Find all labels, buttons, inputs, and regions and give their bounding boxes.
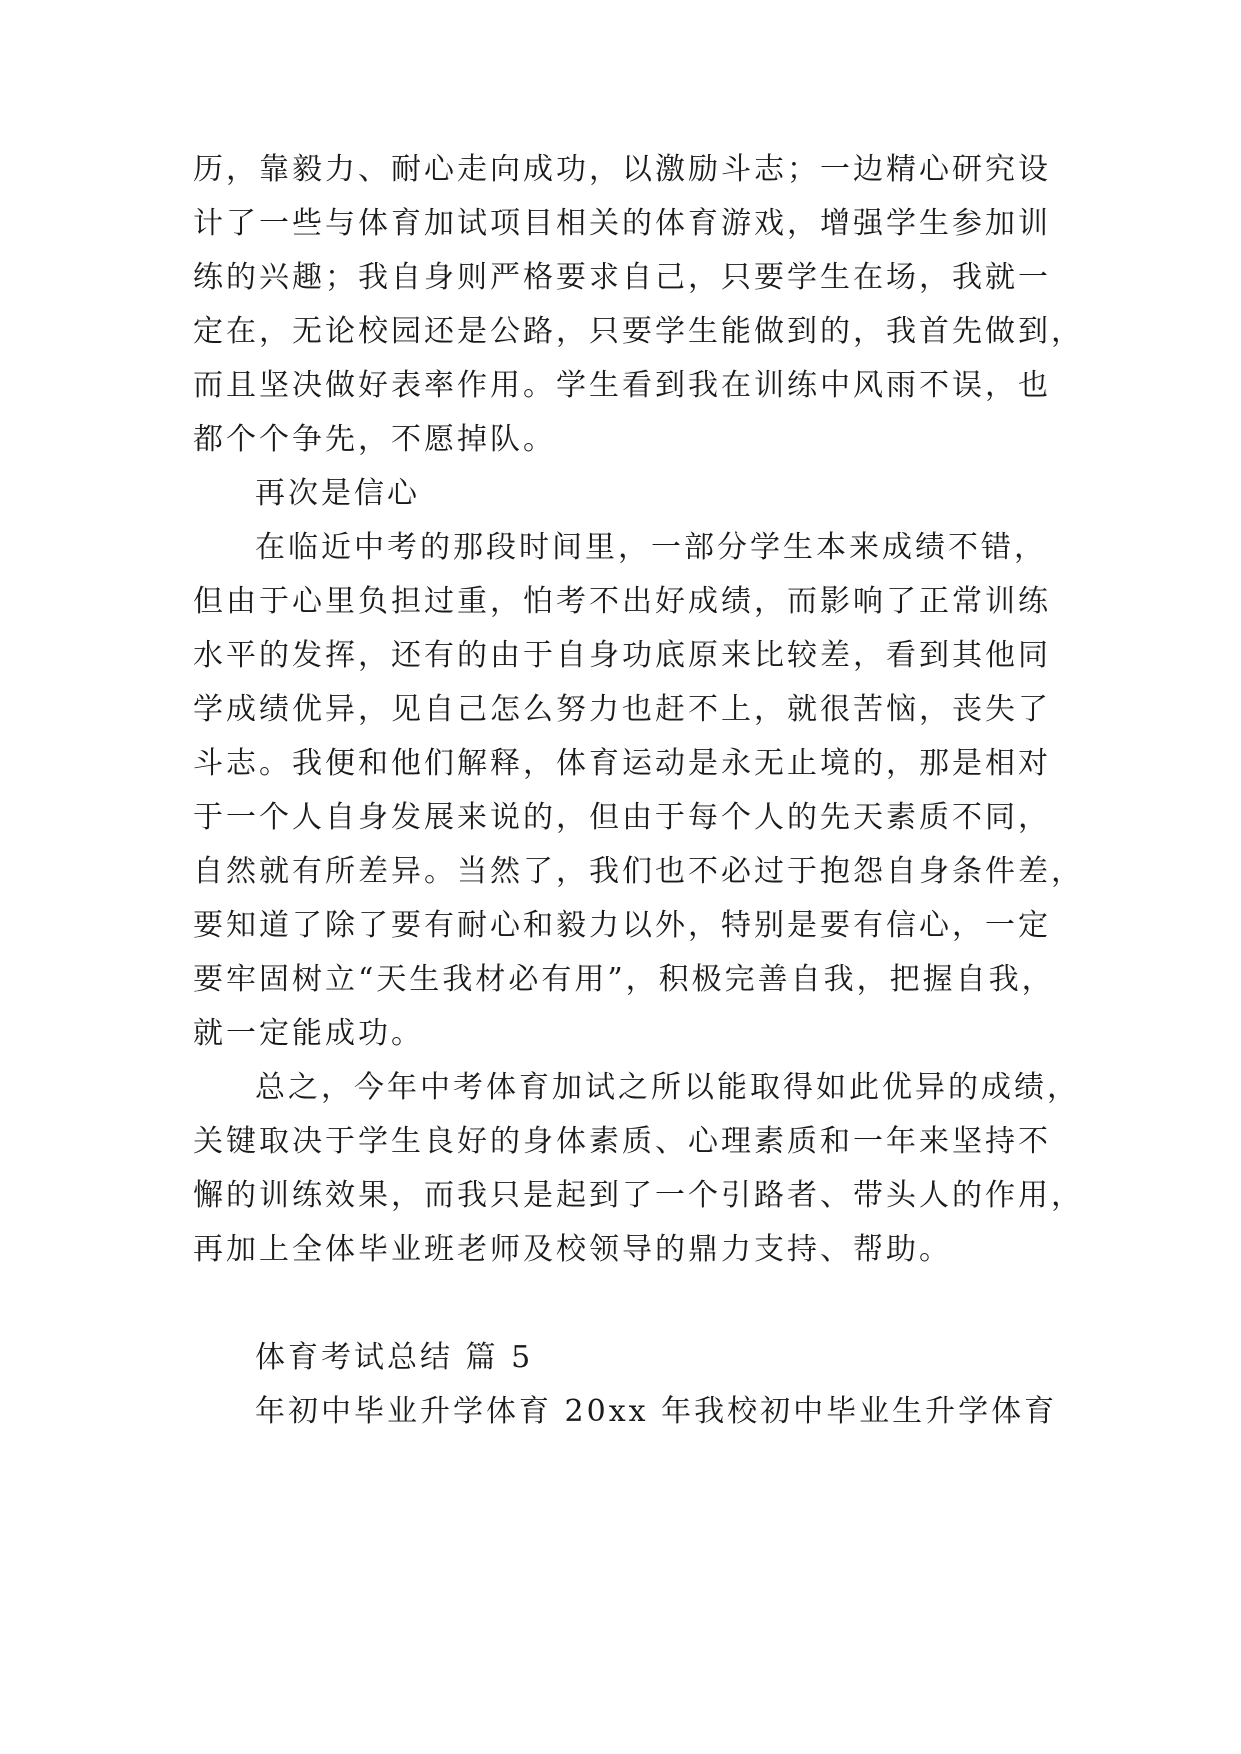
text-line: 定在，无论校园还是公路，只要学生能做到的，我首先做到， bbox=[193, 314, 1084, 349]
text-line: 但由于心里负担过重，怕考不出好成绩，而影响了正常训练 bbox=[193, 584, 1051, 619]
text-line: 总之，今年中考体育加试之所以能取得如此优异的成绩， bbox=[255, 1070, 1080, 1105]
text-line: 懈的训练效果，而我只是起到了一个引路者、带头人的作用， bbox=[193, 1178, 1084, 1213]
text-line: 学成绩优异，见自己怎么努力也赶不上，就很苦恼，丧失了 bbox=[193, 692, 1051, 727]
text-line: 年初中毕业升学体育 20xx 年我校初中毕业生升学体育 bbox=[255, 1394, 1058, 1429]
text-line: 在临近中考的那段时间里，一部分学生本来成绩不错， bbox=[255, 530, 1047, 565]
text-line: 计了一些与体育加试项目相关的体育游戏，增强学生参加训 bbox=[193, 206, 1051, 241]
text-line: 斗志。我便和他们解释，体育运动是永无止境的，那是相对 bbox=[193, 746, 1051, 781]
text-line: 就一定能成功。 bbox=[193, 1016, 424, 1051]
text-line: 都个个争先，不愿掉队。 bbox=[193, 422, 556, 457]
section-heading: 再次是信心 bbox=[255, 476, 420, 511]
text-line: 而且坚决做好表率作用。学生看到我在训练中风雨不误，也 bbox=[193, 368, 1051, 403]
section-title: 体育考试总结 篇 5 bbox=[255, 1340, 534, 1375]
text-line: 要知道了除了要有耐心和毅力以外，特别是要有信心，一定 bbox=[193, 908, 1051, 943]
text-line: 于一个人自身发展来说的，但由于每个人的先天素质不同， bbox=[193, 800, 1051, 835]
text-line: 自然就有所差异。当然了，我们也不必过于抱怨自身条件差， bbox=[193, 854, 1084, 889]
text-line: 练的兴趣；我自身则严格要求自己，只要学生在场，我就一 bbox=[193, 260, 1051, 295]
text-line: 关键取决于学生良好的身体素质、心理素质和一年来坚持不 bbox=[193, 1124, 1051, 1159]
text-line: 水平的发挥，还有的由于自身功底原来比较差，看到其他同 bbox=[193, 638, 1051, 673]
text-line: 历，靠毅力、耐心走向成功，以激励斗志；一边精心研究设 bbox=[193, 152, 1051, 187]
text-line: 要牢固树立“天生我材必有用”，积极完善自我，把握自我， bbox=[193, 962, 1055, 997]
text-line: 再加上全体毕业班老师及校领导的鼎力支持、帮助。 bbox=[193, 1232, 952, 1267]
